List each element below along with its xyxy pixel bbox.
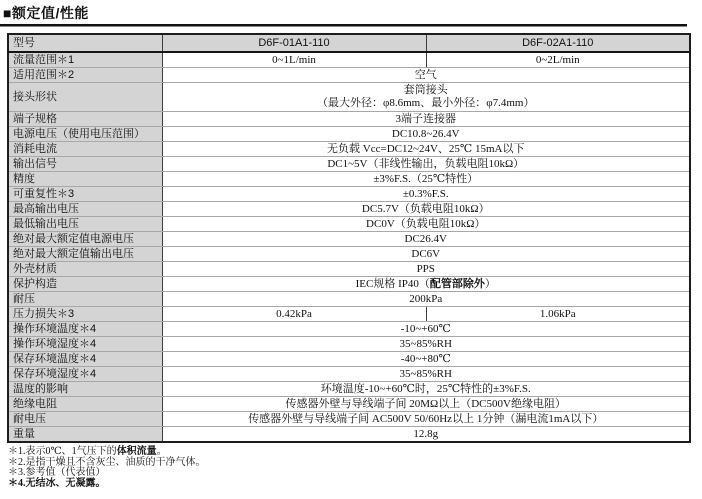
row-label: 保存环境温度＊4: [8, 352, 162, 367]
table-row: [8, 337, 690, 352]
row-value: 传感器外壁与导线端子间 20MΩ以上（DC500V绝缘电阻）: [162, 397, 690, 412]
table-row: [8, 112, 690, 127]
row-label: 重量: [8, 427, 162, 443]
row-label: 输出信号: [8, 157, 162, 172]
row-value: ±0.3%F.S.: [162, 187, 690, 202]
footnote-item: ＊1.表示0℃、1气压下的体积流量。: [8, 446, 167, 457]
row-label: 耐压: [8, 292, 162, 307]
table-row: [8, 292, 690, 307]
row-value: DC10.8~26.4V: [162, 127, 690, 142]
row-label: 适用范围＊2: [8, 68, 162, 83]
row-label: 消耗电流: [8, 142, 162, 157]
row-value: 200kPa: [162, 292, 690, 307]
row-label: 绝对最大额定值输出电压: [8, 247, 162, 262]
row-label: 操作环境温度＊4: [8, 322, 162, 337]
table-row: [8, 142, 690, 157]
table-row: [8, 172, 690, 187]
row-label: 流量范围＊1: [8, 52, 162, 68]
table-row: [8, 247, 690, 262]
row-label: 接头形状: [8, 83, 162, 112]
page-title: ■额定值/性能: [3, 5, 89, 21]
table-row: [8, 68, 690, 83]
table-row: [8, 217, 690, 232]
row-value: 3端子连接器: [162, 112, 690, 127]
row-value: ±3%F.S.（25℃特性）: [162, 172, 690, 187]
row-label: 绝缘电阻: [8, 397, 162, 412]
row-value: 12.8g: [162, 427, 690, 443]
row-value: 0~1L/min: [162, 52, 426, 68]
row-value: 空气: [162, 68, 690, 83]
header-model-2: D6F-02A1-110: [426, 34, 690, 52]
row-value: DC0V（负载电阻10kΩ）: [162, 217, 690, 232]
row-label: 操作环境湿度＊4: [8, 337, 162, 352]
table-row: [8, 262, 690, 277]
table-header-row: [8, 34, 690, 52]
table-row: [8, 277, 690, 292]
table-row: [8, 427, 690, 443]
row-value: 1.06kPa: [426, 307, 690, 322]
row-value: 0.42kPa: [162, 307, 426, 322]
row-value: 35~85%RH: [162, 337, 690, 352]
table-row: [8, 202, 690, 217]
row-label: 最低输出电压: [8, 217, 162, 232]
row-value: DC1~5V（非线性输出，负载电阻10kΩ）: [162, 157, 690, 172]
table-row: [8, 367, 690, 382]
row-value: -40~+80℃: [162, 352, 690, 367]
footnotes: [8, 447, 702, 489]
row-value: 环境温度-10~+60℃时，25℃特性的±3%F.S.: [162, 382, 690, 397]
row-value: DC5.7V（负载电阻10kΩ）: [162, 202, 690, 217]
row-label: 外壳材质: [8, 262, 162, 277]
row-value: 套筒接头 （最大外径：φ8.6mm、最小外径：φ7.4mm）: [162, 83, 690, 112]
row-value: DC6V: [162, 247, 690, 262]
header-model-label: 型号: [8, 34, 162, 52]
table-row: [8, 397, 690, 412]
row-label: 耐电压: [8, 412, 162, 427]
table-row: [8, 157, 690, 172]
row-label: 保存环境湿度＊4: [8, 367, 162, 382]
table-row: [8, 412, 690, 427]
row-label: 可重复性＊3: [8, 187, 162, 202]
row-value: PPS: [162, 262, 690, 277]
table-row: [8, 52, 690, 68]
row-value: -10~+60℃: [162, 322, 690, 337]
table-row: [8, 352, 690, 367]
spec-table: [7, 33, 691, 443]
row-label: 保护构造: [8, 277, 162, 292]
row-value: IEC规格 IP40（配管部除外）: [162, 277, 690, 292]
row-value: 35~85%RH: [162, 367, 690, 382]
row-value: 0~2L/min: [426, 52, 690, 68]
row-value: 无负载 Vcc=DC12~24V、25℃ 15mA以下: [162, 142, 690, 157]
table-row: [8, 83, 690, 112]
row-label: 精度: [8, 172, 162, 187]
row-label: 电源电压（使用电压范围）: [8, 127, 162, 142]
table-row: [8, 382, 690, 397]
row-label: 绝对最大额定值电源电压: [8, 232, 162, 247]
table-row: [8, 232, 690, 247]
row-label: 端子规格: [8, 112, 162, 127]
footnote-item: ＊3.参考值（代表值）: [8, 467, 106, 478]
table-row: [8, 127, 690, 142]
row-label: 温度的影响: [8, 382, 162, 397]
table-row: [8, 307, 690, 322]
row-label: 最高输出电压: [8, 202, 162, 217]
table-row: [8, 187, 690, 202]
header-model-1: D6F-01A1-110: [162, 34, 426, 52]
row-value: DC26.4V: [162, 232, 690, 247]
table-row: [8, 322, 690, 337]
title-rule: [0, 24, 687, 27]
footnote-item: ＊4.无结冰、无凝露。: [8, 477, 106, 489]
row-label: 压力损失＊3: [8, 307, 162, 322]
footnote-item: ＊2.是指干燥且不含灰尘、油质的干净气体。: [8, 456, 206, 468]
row-value: 传感器外壁与导线端子间 AC500V 50/60Hz以上 1分钟（漏电流1mA以下）: [162, 412, 690, 427]
